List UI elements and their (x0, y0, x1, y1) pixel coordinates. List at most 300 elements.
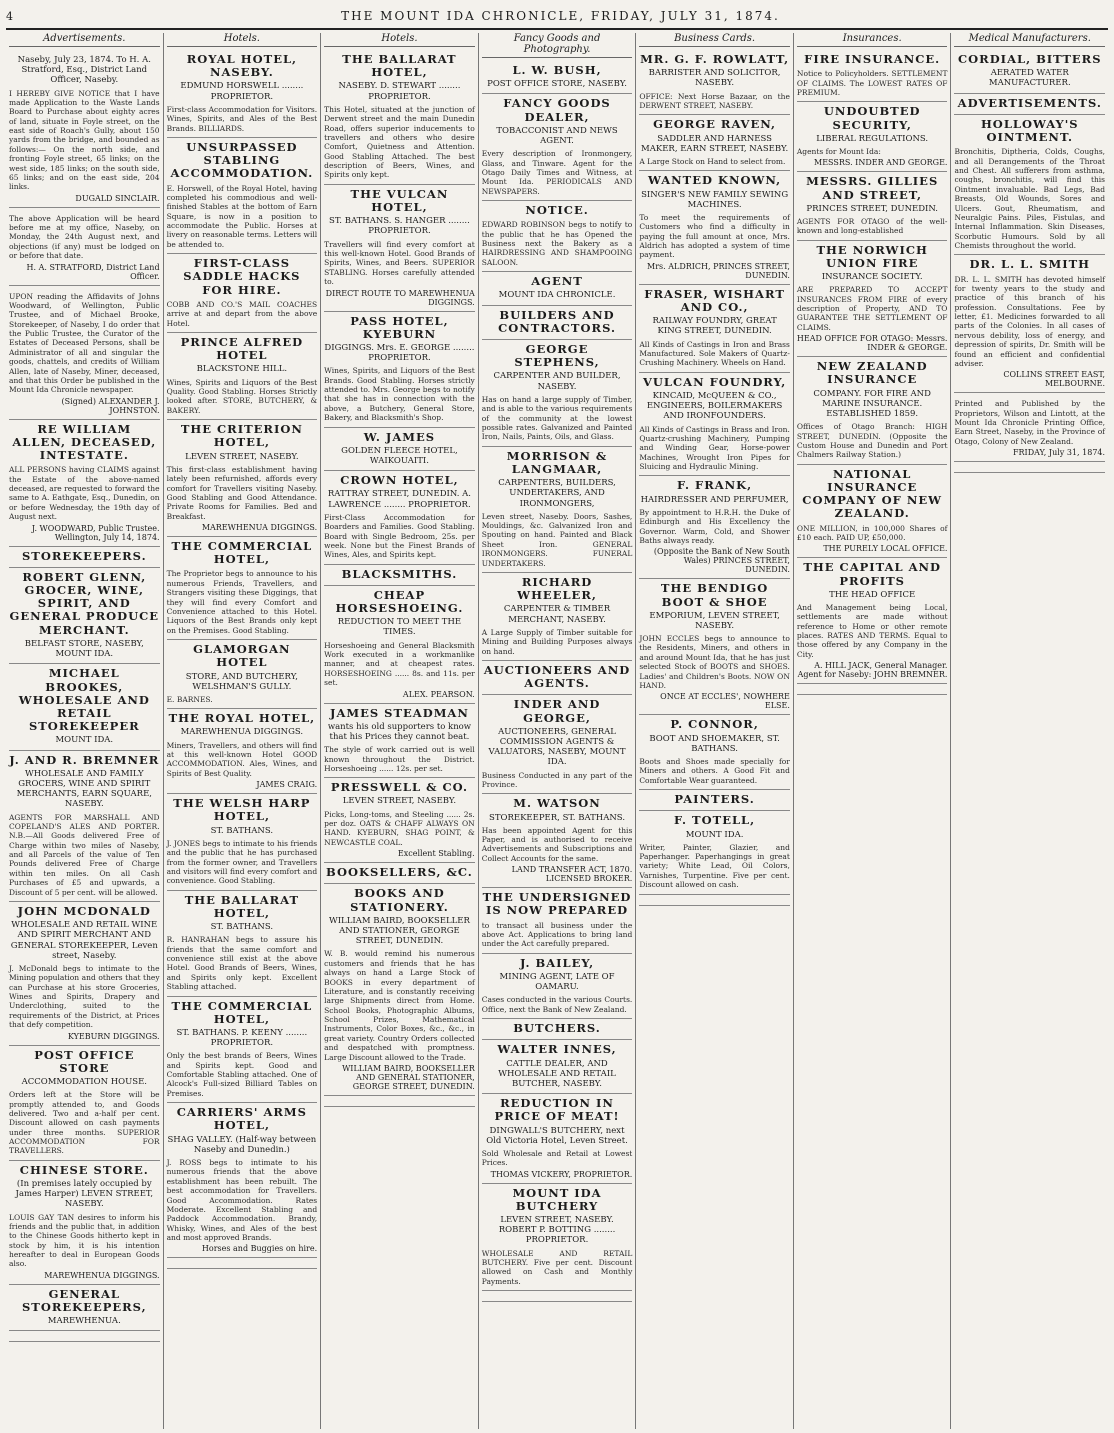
ad-subheading: AERATED WATER MANUFACTURER. (988, 68, 1071, 89)
ad-headline: MESSRS. GILLIES AND STREET, (806, 174, 939, 202)
ad-headline: GEORGE STEPHENS, (514, 342, 600, 370)
ad-headline: WANTED KNOWN, (648, 173, 782, 188)
ad-body-text: Printed and Published by the Proprietors, Wilson and Lintott, at the Mount Ida Chronicle Printing Office, Earn Street, Naseby, in the Province of Otago, Colony of New Zealand. (954, 399, 1106, 446)
ad-signature: FRIDAY, July 31, 1874. (1012, 448, 1106, 458)
advertisement (9, 1046, 160, 1161)
ad-body-text: Offices of Otago Branch: HIGH STREET, DUNEDIN. (Opposite the Custom House and Dunedin and Port Chalmers Railway Station.) (796, 422, 948, 460)
column-heading: Medical Manufacturers. (954, 33, 1105, 47)
ad-body-text: Picks, Long-toms, and Steeling ...... 2s. per doz. OATS & CHAFF ALWAYS ON HAND. KYEBURN, SHAG POINT, & NEWCASTLE COAL. (324, 809, 475, 847)
ad-headline: M. WATSON (513, 796, 601, 811)
ad-body-text: Sold Wholesale and Retail at Lowest Prices. (481, 1148, 633, 1168)
ad-body-text: Bronchitis, Diptheria, Colds, Coughs, and all Derangements of the Throat and Chest. All sufferers from asthma, coughs, bronchitis, will find this Ointment invaluable. Bad Legs, Bad Breasts, Old Wounds, Sores and Ulcers. Gout, Rheumatism, and Neuralgic Pains. Piles, Fistulas, and Internal Inflammation. Skin Diseases, Scorbutic Humours. Sold by all Chemists throughout the world. (954, 147, 1106, 250)
column-heading: Fancy Goods and Photography. (482, 33, 633, 58)
advertisement (167, 640, 318, 709)
ad-subheading: SHAG VALLEY. (Half-way between Naseby and Dunedin.) (167, 1134, 317, 1155)
advertisement (482, 306, 633, 340)
advertisement (9, 1161, 160, 1285)
advertisement (797, 465, 948, 559)
ad-body-text: Miners, Travellers, and others will find at this well-known Hotel GOOD ACCOMMODATION. Ales, Wines, and Spirits of Best Quality. (166, 740, 318, 778)
ad-subheading: WHOLESALE AND RETAIL WINE AND SPIRIT MERCHANT AND GENERAL STOREKEEPER, Leven street, Naseby. (10, 920, 158, 961)
ad-body-text: LOUIS GAY TAN desires to inform his friends and the public that, in addition to the Chinese Goods hitherto kept in stock by him, it is his intention hereafter to deal in European Goods also. (9, 1212, 160, 1269)
advertisement (167, 420, 318, 537)
ad-subheading: ST. BATHANS. S. HANGER ........ PROPRIETOR. (329, 216, 470, 237)
ad-headline: THE COMMERCIAL HOTEL, (171, 998, 313, 1026)
ad-subheading: RAILWAY FOUNDRY, GREAT KING STREET, DUNEDIN. (652, 316, 777, 337)
ad-headline: THE CAPITAL AND PROFITS (803, 560, 941, 588)
advertisement (167, 333, 318, 420)
ad-headline: THE NORWICH UNION FIRE (816, 242, 928, 270)
ad-subheading: HAIRDRESSER AND PERFUMER, (640, 494, 789, 505)
advertisement (797, 102, 948, 172)
advertisement (797, 50, 948, 102)
ad-subheading: LEVEN STREET, NASEBY. (185, 451, 299, 462)
ad-headline: CORDIAL, BITTERS (957, 52, 1102, 66)
advertisement (797, 172, 948, 240)
advertisement (482, 794, 633, 888)
ad-body-text: A Large Supply of Timber suitable for Mining and Building Purposes always on hand. (481, 627, 633, 656)
advertisement (324, 863, 475, 884)
ad-headline: CROWN HOTEL, (340, 473, 459, 488)
ad-body-text: Writer, Painter, Glazier, and Paperhanger. Paperhangings in great variety; White Lead, Oil Colors, Varnishes, Turpentine. Five per cent. Discount allowed on cash. (639, 842, 790, 890)
ad-headline: F. TOTELL, (674, 813, 756, 828)
ad-subheading: ST. BATHANS. (210, 825, 274, 836)
advertisement (9, 751, 160, 902)
advertisement (9, 568, 160, 664)
ad-headline: RE WILLIAM ALLEN, DECEASED, INTESTATE. (12, 421, 157, 463)
ad-body-text: ONE MILLION, in 100,000 Shares of £10 each. PAID UP, £50,000. (796, 523, 948, 542)
ad-subheading: KINCAID, McQUEEN & CO., ENGINEERS, BOILERMAKERS AND IRONFOUNDERS. (646, 390, 783, 422)
ad-signature: COLLINS STREET EAST, MELBOURNE. (1003, 370, 1106, 389)
ad-headline: BUILDERS AND CONTRACTORS. (498, 307, 616, 335)
ad-headline: ROBERT GLENN, GROCER, WINE, SPIRIT, AND GENERAL PRODUCE MERCHANT. (9, 569, 160, 637)
print-texture (639, 895, 790, 906)
ad-signature: MAREWHENUA DIGGINGS. (44, 1270, 160, 1280)
ad-headline: THE BENDIGO BOOT & SHOE (660, 581, 769, 609)
ad-subheading: COMPANY. FOR FIRE AND MARINE INSURANCE. ESTABLISHED 1859. (813, 388, 931, 420)
ad-headline: FANCY GOODS DEALER, (503, 96, 611, 124)
ad-signature: MESSRS. INDER AND GEORGE. (814, 158, 948, 168)
ad-body-text: AGENTS FOR MARSHALL AND COPELAND'S ALES AND PORTER. N.B.—All Goods delivered Free of Charge within two miles of Naseby, and all Parcels of the value of Ten Pounds delivered Free of Charge within ten miles. On all Cash Purchases of £5 and upwards, a Discount of 5 per cent. will be allowed. (9, 812, 160, 897)
advertisement (167, 138, 318, 254)
column-3 (321, 33, 479, 1429)
advertisement (167, 997, 318, 1104)
ad-subheading: STORE, AND BUTCHERY, WELSHMAN'S GULLY. (185, 671, 298, 692)
ad-body-text: ALL PERSONS having CLAIMS against the Estate of the above-named deceased, are requested to forward the same to A. Eathgate, Esq., Dunedin, on or before Wednesday, the 19th day of August next. (9, 465, 160, 522)
ad-headline: RICHARD WHEELER, (517, 574, 597, 603)
ad-subheading: RATTRAY STREET, DUNEDIN. A. LAWRENCE ........ PROPRIETOR. (327, 489, 472, 510)
advertisement (167, 794, 318, 891)
ad-headline: CHEAP HORSESHOEING. (335, 587, 464, 616)
ad-subheading: CATTLE DEALER, AND WHOLESALE AND RETAIL BUTCHER, NASEBY. (498, 1058, 616, 1089)
advertisement (9, 547, 160, 568)
advertisement (482, 1040, 633, 1094)
advertisement (639, 715, 790, 790)
ad-subheading: DIGGINGS. Mrs. E. GEORGE ........ PROPRIETOR. (324, 342, 475, 364)
ad-headline: NEW ZEALAND INSURANCE (816, 359, 928, 387)
ad-body-text: I HEREBY GIVE NOTICE that I have made Application to the Waste Lands Board to Purchase about eighty acres of land, situate in Foyle street, on the east side of Roach's Gully, about 150 yards from the bridge, and bounded as follows:— On the north side, and fronting Foyle street, 65 links; on the west side, 185 links; on the south side, 65 links; and on the east side, 204 links. (9, 88, 160, 192)
advertisement (639, 171, 790, 284)
advertisement (9, 1285, 160, 1332)
advertisement (324, 884, 475, 1096)
ad-body-text: WHOLESALE AND RETAIL BUTCHERY. Five per cent. Discount allowed on Cash and Monthly Payments. (481, 1248, 633, 1286)
advertisement (482, 61, 633, 94)
ad-headline: STOREKEEPERS. (21, 548, 147, 563)
ad-body-text: The above Application will be heard before me at my office, Naseby, on Monday, the 24th August next, and objections (if any) must be lodged on or before that date. (9, 213, 160, 261)
ad-headline: ADVERTISEMENTS. (957, 95, 1102, 110)
ad-body-text: Has on hand a large supply of Timber, and is able to the various requirements of the community at the lowest possible rates. Galvanized and Painted Iron, Nails, Paints, Oils, and Glass. (481, 394, 633, 442)
ad-headline: GEORGE RAVEN, (653, 117, 777, 132)
ad-signature: H. A. STRATFORD, District Land Officer. (26, 262, 160, 281)
ad-subheading: ST. BATHANS. (210, 922, 274, 933)
ad-body-text: Business Conducted in any part of the Province. (481, 770, 633, 789)
ad-subheading: STOREKEEPER, ST. BATHANS. (489, 812, 626, 823)
ad-headline: JOHN MCDONALD (17, 903, 151, 918)
advertisement (482, 201, 633, 272)
ad-headline: ROYAL HOTEL, NASEBY. (186, 52, 298, 80)
ad-subheading: MAREWHENUA. (47, 1316, 121, 1327)
advertisement (954, 255, 1105, 393)
ad-subheading: BELFAST STORE, NASEBY, MOUNT IDA. (24, 638, 144, 660)
ad-body-text: Boots and Shoes made specially for Miners and others. A Good Fit and Comfortable Wear guaranteed. (639, 756, 790, 785)
ad-body-text: A Large Stock on Hand to select from. (639, 156, 786, 166)
print-texture (9, 1331, 160, 1342)
ad-signature: JAMES CRAIG. (256, 780, 318, 790)
ad-headline: THE ROYAL HOTEL, (168, 711, 316, 726)
ad-body-text: All Kinds of Castings in Brass and Iron. Quartz-crushing Machinery, Pumping and Winding Gear, Horse-power Machines, Wrought Iron Pipes for Sluicing and Hydraulic Mining. (639, 424, 790, 471)
ad-subheading: MAREWHENUA DIGGINGS. (180, 727, 304, 738)
ad-headline: HOLLOWAY'S OINTMENT. (980, 116, 1079, 145)
ad-headline: REDUCTION IN PRICE OF MEAT! (494, 1096, 620, 1124)
advertisement (482, 661, 633, 695)
ad-body-text: W. B. would remind his numerous customers and friends that he has always on hand a Large Stock of BOOKS in every department of Literature, and is constantly receiving large Shipments direct from Home. School Books, Photographic Albums, School Prizes, Mathematical Instruments, Color Boxes, &c., &c., in great variety. Country Orders collected and despatched with promptness. Large Discount allowed to the Trade. (324, 949, 475, 1062)
ad-signature: HEAD OFFICE FOR OTAGO: Messrs. INDER & GEORGE. (796, 334, 948, 353)
ad-headline: MICHAEL BROOKES, WHOLESALE AND RETAIL STOREKEEPER (18, 666, 150, 734)
print-texture (797, 684, 948, 695)
ad-body-text: Has been appointed Agent for this Paper, and is authorised to receive Advertisements and Subscriptions and Collect Accounts for the same. (481, 825, 633, 863)
column-7 (951, 33, 1108, 1429)
ad-subheading: MOUNT IDA. (685, 829, 744, 840)
ad-body-text: Every description of Ironmongery, Glass, and Tinware. Agent for the Otago Daily Times and Witness, at Mount Ida. PERIODICALS AND NEWSPAPERS. (481, 149, 633, 196)
ad-headline: FRASER, WISHART AND CO., (644, 286, 785, 314)
advertisement (9, 420, 160, 547)
ad-body-text: Wines, Spirits and Liquors of the Best Quality. Good Stabling. Horses Strictly looked after. STORE, BUTCHERY, & BAKERY. (166, 377, 318, 415)
advertisement (167, 50, 318, 138)
print-texture (324, 1096, 475, 1107)
ad-signature: Mrs. ALDRICH, PRINCES STREET, DUNEDIN. (647, 261, 790, 280)
ad-body-text: ARE PREPARED TO ACCEPT INSURANCES FROM FIRE of every description of Property, AND TO GUARANTEE THE SETTLEMENT OF CLAIMS. (796, 285, 948, 332)
ad-headline: FIRST-CLASS SADDLE HACKS FOR HIRE. (183, 256, 301, 297)
ad-body-text: By appointment to H.R.H. the Duke of Edinburgh and His Excellency the Governor. Warm, Cold, and Shower Baths always ready. (639, 507, 790, 545)
ad-subheading: TOBACCONIST AND NEWS AGENT. (496, 125, 618, 147)
ad-subheading: EMPORIUM, LEVEN STREET, NASEBY. (649, 610, 780, 631)
advertisement (324, 471, 475, 564)
ad-subheading: GOLDEN FLEECE HOTEL, WAIKOUAITI. (341, 445, 458, 466)
ad-subheading: CARPENTERS, BUILDERS, UNDERTAKERS, AND IRONMONGERS, (498, 478, 616, 509)
ad-body-text: This Hotel, situated at the junction of Derwent street and the main Dunedin Road, offers superior inducements to travellers and others who desire Comfort, Quietness and Attention. Good Stabling Attached. The best description of Beers, Wines, and Spirits only kept. (324, 104, 475, 180)
ad-subheading: LEVEN STREET, NASEBY. ROBERT P. BOTTING ........ PROPRIETOR. (498, 1215, 616, 1246)
advertisement (482, 954, 633, 1019)
ad-body-text: J. JONES begs to intimate to his friends and the public that he has purchased from the former owner, and Travellers and visitors will find every comfort and convenience. Good Stabling. (166, 838, 318, 886)
ad-subheading: PRINCES STREET, DUNEDIN. (806, 203, 939, 214)
advertisement (954, 393, 1105, 462)
ad-headline: PRINCE ALFRED HOTEL (180, 335, 304, 363)
column-heading: Business Cards. (639, 33, 790, 47)
ad-subheading: AUCTIONEERS, GENERAL COMMISSION AGENTS & VALUATORS, NASEBY, MOUNT IDA. (488, 726, 626, 768)
ad-subheading: BARRISTER AND SOLICITOR, NASEBY. (648, 68, 781, 89)
advertisement (482, 447, 633, 573)
advertisement (324, 312, 475, 428)
ad-subheading: wants his old supporters to know that his Prices they cannot beat. (327, 721, 472, 742)
column-2 (164, 33, 322, 1429)
ad-headline: INDER AND GEORGE, (513, 697, 601, 725)
ad-body-text: DR. L. L. SMITH has devoted himself for twenty years to the study and practice of this branch of his profession. Consultations. Fee by letter, £1. Medicines forwarded to all parts of the Colonies. In all cases of nervous debility, loss of energy, and depression of spirits, Dr. Smith will be found an efficient and confidential adviser. (954, 274, 1106, 368)
ad-subheading: ST. BATHANS. P. KEENY ........ PROPRIETOR. (176, 1027, 308, 1049)
ad-headline: NATIONAL INSURANCE COMPANY OF NEW ZEALAND. (802, 466, 943, 521)
column-4 (479, 33, 637, 1429)
ad-subheading: REDUCTION TO MEET THE TIMES. (337, 617, 462, 638)
ad-signature: (Signed) ALEXANDER J. JOHNSTON. (61, 396, 160, 415)
advertisement (954, 115, 1105, 256)
ad-subheading: CARPENTER AND BUILDER, NASEBY. (493, 371, 621, 392)
ad-headline: MOUNT IDA BUTCHERY (512, 1185, 602, 1213)
ad-subheading: SINGER'S NEW FAMILY SEWING MACHINES. (641, 189, 789, 210)
ad-subheading: WILLIAM BAIRD, BOOKSELLER AND STATIONER, GEORGE STREET, DUNEDIN. (328, 915, 470, 947)
ad-headline: UNDOUBTED SECURITY, (823, 104, 921, 132)
ad-body-text: UPON reading the Affidavits of Johns Woodward, of Wellington, Public Trustee, and of Michael Brooke, Storekeeper, of Naseby, I do order that the Public Trustee, the Curator of the Estates of Deceased Persons, shall be Administrator of all and singular the goods, chattels, and credits of William Allen, late of Naseby, Miner, deceased, and that this Order be published in the Mount Ida Chronicle newspaper. (9, 291, 160, 395)
ad-body-text: Wines, Spirits, and Liquors of the Best Brands. Good Stabling. Horses strictly attended to. Mrs. George begs to notify that she has in connection with the above, a Butchery, General Store, Bakery, and Blacksmith's Shop. (324, 366, 475, 423)
ad-headline: BOOKSELLERS, &C. (326, 865, 473, 880)
advertisement (167, 254, 318, 333)
ad-headline: F. FRANK, (677, 478, 753, 493)
advertisement (482, 94, 633, 201)
page-number: 4 (6, 9, 13, 23)
column-heading: Hotels. (167, 33, 318, 47)
ad-headline: THE BALLARAT HOTEL, (342, 52, 457, 80)
advertisement (639, 50, 790, 115)
ad-body-text: to transact all business under the above Act. Applications to bring land under the Act carefully prepared. (481, 920, 633, 949)
ad-headline: WALTER INNES, (497, 1042, 617, 1057)
advertisement (639, 373, 790, 477)
advertisement (639, 811, 790, 894)
ad-subheading: BOOT AND SHOEMAKER, ST. BATHANS. (649, 733, 780, 754)
ad-headline: PRESSWELL & CO. (330, 780, 468, 795)
ad-headline: PASS HOTEL, KYEBURN (350, 313, 449, 341)
ad-body-text: R. HANRAHAN begs to assure his friends that the same comfort and convenience still exist at the above Hotel. Good Brands of Beers, Wines, and Spirits only kept. Excellent Stabling attached. (166, 935, 318, 992)
advertisement (482, 340, 633, 447)
advertisement (324, 50, 475, 185)
ad-body-text: Leven street, Naseby. Doors, Sashes, Mouldings, &c. Galvanized Iron and Spouting on hand. Painted and Black Sheet Iron. GENERAL IRONMONGERS. FUNERAL UNDERTAKERS. (481, 511, 633, 568)
ad-headline: JAMES STEADMAN (330, 705, 469, 720)
ad-body-text: Orders left at the Store will be promptly attended to, and Goods delivered. Two and a-half per cent. Discount allowed on cash payments under three months. SUPERIOR ACCOMMODATION FOR TRAVELLERS. (9, 1090, 160, 1156)
advertisement (9, 664, 160, 750)
ad-headline: POST OFFICE STORE (34, 1047, 135, 1075)
ad-headline: CARRIERS' ARMS HOTEL, (176, 1105, 307, 1133)
advertisement (954, 50, 1105, 94)
masthead (6, 4, 1108, 30)
ad-headline: BOOKS AND STATIONERY. (350, 886, 449, 914)
ad-headline: THE WELSH HARP HOTEL, (173, 796, 311, 824)
column-container (6, 33, 1108, 1429)
ad-body-text: First-Class Accommodation for Boarders and Families. Good Stabling. Board with Single Bedroom, 25s. per week. None but the Finest Brands of Wines, Ales, and Spirits kept. (324, 512, 475, 560)
advertisement (167, 891, 318, 997)
ad-subheading: WHOLESALE AND FAMILY GROCERS, WINE AND SPIRIT MERCHANTS, EARN SQUARE, NASEBY. (16, 768, 152, 810)
ad-headline: W. JAMES (363, 429, 436, 444)
ad-signature: DUGALD SINCLAIR. (75, 193, 160, 203)
advertisement (482, 573, 633, 661)
advertisement (167, 1103, 318, 1258)
ad-signature: WILLIAM BAIRD, BOOKSELLER AND GENERAL STATIONER, GEORGE STREET, DUNEDIN. (342, 1063, 475, 1091)
ad-body-text: E. BARNES. (166, 694, 213, 704)
ad-signature: ONCE AT ECCLES', NOWHERE ELSE. (660, 692, 790, 711)
advertisement (9, 902, 160, 1046)
ad-subheading: BLACKSTONE HILL. (196, 364, 288, 375)
ad-headline: THE CRITERION HOTEL, (180, 422, 303, 450)
ad-headline: DR. L. L. SMITH (969, 257, 1091, 272)
ad-headline: J. BAILEY, (519, 955, 595, 970)
ad-headline: CHINESE STORE. (19, 1162, 149, 1177)
ad-headline: THE BALLARAT HOTEL, (184, 892, 300, 920)
ad-headline: MORRISON & LANGMAAR, (506, 448, 608, 476)
print-texture (954, 462, 1105, 473)
ad-signature: A. HILL JACK, General Manager. Agent for Naseby: JOHN BREMNER. (797, 661, 948, 680)
advertisement (639, 579, 790, 715)
advertisement (9, 50, 160, 208)
ad-body-text: Horseshoeing and General Blacksmith Work executed in a workmanlike manner, and at cheapest rates. HORSESHOEING ...... 8s. and 11s. per set. (324, 640, 475, 688)
advertisement (167, 537, 318, 640)
ad-headline: THE VULCAN HOTEL, (350, 186, 449, 215)
ad-body-text: E. Horswell, of the Royal Hotel, having completed his commodious and well-finished Stables at the bottom of Earn Square, is now in a position to accommodate the Public. Horses at livery on reasonable terms. Letters will be attended to. (166, 183, 318, 249)
ad-signature: ALEX. PEARSON. (402, 689, 475, 699)
advertisement (482, 1019, 633, 1040)
advertisement (324, 704, 475, 779)
ad-body-text: And Management being Local, settlements are made without reference to Home or other remote places. RATES AND TERMS. Equal to those offered by any Company in the City. (796, 602, 948, 659)
ad-subheading: EDMUND HORSWELL ........ PROPRIETOR. (180, 81, 304, 102)
advertisement (954, 94, 1105, 115)
ad-headline: J. AND R. BREMNER (9, 752, 160, 767)
ad-headline: NOTICE. (525, 203, 589, 218)
advertisement (797, 558, 948, 684)
ad-headline: AUCTIONEERS AND AGENTS. (483, 662, 631, 691)
ad-subheading: LEVEN STREET, NASEBY. (342, 796, 457, 807)
ad-headline: GLAMORGAN HOTEL (193, 642, 291, 670)
column-heading: Advertisements. (9, 33, 160, 47)
ad-body-text: Cases conducted in the various Courts. Office, next the Bank of New Zealand. (481, 995, 633, 1014)
ad-body-text: JOHN ECCLES begs to announce to the Residents, Miners, and others in and around Mount Ida, that he has just selected Stock of BOOTS and SHOES. Ladies' and Children's Boots. NOW ON HAND. (639, 634, 790, 690)
ad-subheading: MOUNT IDA. (55, 735, 114, 746)
advertisement (482, 1094, 633, 1184)
ad-headline: P. CONNOR, (670, 717, 759, 732)
ad-body-text: EDWARD ROBINSON begs to notify to the public that he has Opened the Business next the Bakery as a HAIRDRESSING AND SHAMPOOING SALOON. (481, 220, 633, 267)
advertisement (324, 586, 475, 704)
ad-headline: AGENT (531, 274, 583, 289)
ad-signature: MAREWHENUA DIGGINGS. (201, 523, 318, 532)
column-5 (636, 33, 794, 1429)
ad-signature: Horses and Buggies on hire. (201, 1244, 318, 1254)
ad-body-text: J. ROSS begs to intimate to his numerous friends that the above establishment has been rebuilt. The best accommodation for Travellers. Good Accommodation. Rates Moderate. Excellent Stabling and Paddock Accommodation. Brandy, Whisky, Wines, and Ales of the best and most approved Brands. (166, 1158, 318, 1243)
ad-subheading: SADDLER AND HARNESS MAKER, EARN STREET, NASEBY. (641, 133, 789, 154)
ad-body-text: The Proprietor begs to announce to his numerous Friends, Travellers, and Strangers visiting these Diggings, that they will find every Comfort and Convenience attached to this Hotel. Liquors of the Best Brands only kept on the Premises. Good Stabling. (166, 569, 318, 635)
ad-subheading: NASEBY. D. STEWART ........ PROPRIETOR. (338, 81, 461, 102)
ad-headline: THE UNDERSIGNED IS NOW PREPARED (482, 890, 632, 918)
ad-body-text: Only the best brands of Beers, Wines and Spirits kept. Good and Comfortable Stabling attached. One of Alcock's Full-sized Billiard Tables on Premises. (166, 1051, 318, 1098)
column-heading: Insurances. (797, 33, 948, 47)
column-heading: Hotels. (324, 33, 475, 47)
advertisement (797, 357, 948, 465)
ad-signature: LAND TRANSFER ACT, 1870. LICENSED BROKER. (511, 865, 633, 884)
ad-body-text: AGENTS FOR OTAGO of the well-known and long-established (796, 216, 948, 236)
ad-headline: BUTCHERS. (513, 1021, 601, 1036)
ad-body-text: The style of work carried out is well known throughout the District. Horseshoeing ...... 12s. per set. (324, 745, 475, 773)
ad-signature: KYEBURN DIGGINGS. (67, 1031, 160, 1041)
ad-subheading: POST OFFICE STORE, NASEBY. (487, 79, 627, 90)
ad-signature: J. WOODWARD, Public Trustee. Wellington, July 14, 1874. (31, 523, 160, 542)
advertisement (639, 790, 790, 811)
column-1 (6, 33, 164, 1429)
advertisement (9, 286, 160, 420)
ad-signature: (Opposite the Bank of New South Wales) PRINCES STREET, DUNEDIN. (653, 547, 790, 575)
masthead-title: THE MOUNT IDA CHRONICLE, FRIDAY, JULY 31, 1874. (341, 9, 780, 23)
column-6 (794, 33, 952, 1429)
advertisement (797, 241, 948, 358)
advertisement (482, 1184, 633, 1292)
ad-subheading: THE HEAD OFFICE (829, 589, 916, 600)
ad-headline: MR. G. F. ROWLATT, (640, 52, 790, 66)
ad-headline: UNSURPASSED STABLING ACCOMMODATION. (170, 139, 314, 181)
ad-subheading: ACCOMMODATION HOUSE. (21, 1076, 147, 1087)
ad-headline: L. W. BUSH, (512, 63, 602, 77)
ad-signature: THE PURELY LOCAL OFFICE. (823, 544, 948, 554)
ad-headline: THE COMMERCIAL HOTEL, (171, 539, 313, 567)
advertisement (482, 888, 633, 954)
ad-headline: GENERAL STOREKEEPERS, (21, 1286, 147, 1314)
ad-body-text: All Kinds of Castings in Iron and Brass Manufactured. Sole Makers of Quartz-Crushing Machinery. Wheels on Hand. (639, 339, 790, 368)
ad-body-text: Agents for Mount Ida: (796, 146, 881, 156)
ad-subheading: DINGWALL'S BUTCHERY, next Old Victoria Hotel, Leven Street. (486, 1125, 628, 1146)
advertisement (482, 272, 633, 305)
ad-headline: VULCAN FOUNDRY, (642, 374, 787, 389)
advertisement (324, 428, 475, 472)
ad-signature: DIRECT ROUTE TO MAREWHENUA DIGGINGS. (325, 288, 475, 307)
ad-headline: FIRE INSURANCE. (804, 52, 941, 66)
ad-body-text: J. McDonald begs to intimate to the Mining population and others that they can Purchase at his store Groceries, Wines and Spirits, Drapery and Underclothing, suited to the requirements of the District, at Prices that defy competition. (9, 963, 160, 1030)
ad-subheading: (In premises lately occupied by James Harper) LEVEN STREET, NASEBY. (15, 1178, 154, 1210)
ad-subheading: Naseby, July 23, 1874. To H. A. Stratford, Esq., District Land Officer, Naseby. (17, 55, 151, 86)
ad-signature: THOMAS VICKERY, PROPRIETOR. (490, 1169, 633, 1179)
advertisement (639, 285, 790, 373)
ad-body-text: OFFICE: Next Horse Bazaar, on the DERWENT STREET, NASEBY. (639, 91, 790, 110)
advertisement (9, 208, 160, 286)
print-texture (167, 1258, 318, 1269)
advertisement (324, 565, 475, 586)
ad-body-text: Notice to Policyholders. SETTLEMENT OF CLAIMS. The LOWEST RATES OF PREMIUM. (796, 69, 948, 97)
ad-headline: BLACKSMITHS. (341, 566, 458, 581)
ad-subheading: LIBERAL REGULATIONS. (816, 133, 929, 144)
advertisement (324, 778, 475, 863)
advertisement (324, 185, 475, 312)
ad-subheading: CARPENTER & TIMBER MERCHANT, NASEBY. (503, 604, 611, 625)
advertisement (639, 476, 790, 579)
ad-subheading: MINING AGENT, LATE OF OAMARU. (499, 971, 615, 993)
ad-body-text: This first-class establishment having lately been refurnished, affords every comfort for Travellers visiting Naseby. Good Stabling and Good Attendance. Private Rooms for Families. Bed and Breakfast. (166, 464, 318, 521)
ad-body-text: First-class Accommodation for Visitors. Wines, Spirits, and Ales of the Best Brands. BILLIARDS. (166, 104, 318, 133)
ad-body-text: COBB AND CO.'S MAIL COACHES arrive at and depart from the above Hotel. (166, 299, 318, 328)
ad-subheading: INSURANCE SOCIETY. (821, 272, 923, 283)
ad-body-text: To meet the requirements of Customers who find a difficulty in paying the full amount at once, Mrs. Aldrich has adopted a system of time payment. (639, 212, 790, 260)
ad-signature: Excellent Stabling. (397, 849, 475, 859)
ad-body-text: Travellers will find every comfort at this well-known Hotel. Good Brands of Spirits, Wines, and Beers. SUPERIOR STABLING. Horses carefully attended to. (324, 239, 475, 287)
ad-headline: PAINTERS. (674, 792, 755, 807)
advertisement (482, 695, 633, 794)
